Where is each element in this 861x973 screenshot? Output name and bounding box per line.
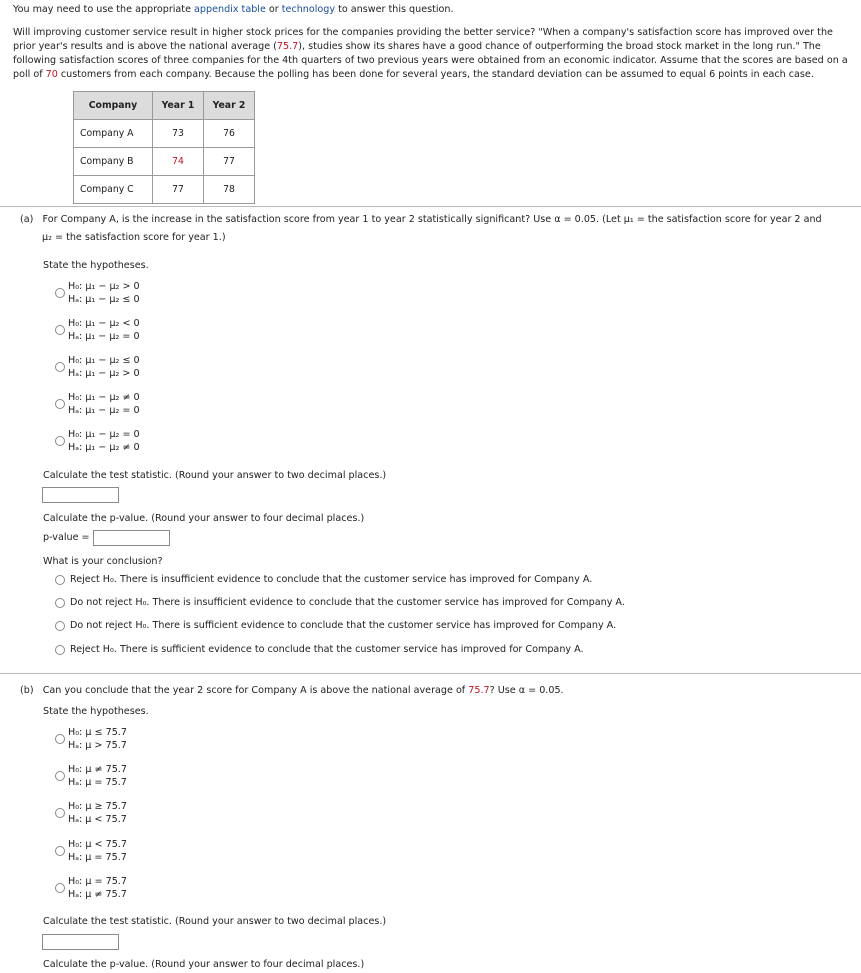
part-b-hyp-option-5: H₀: μ = 75.7 Hₐ: μ ≠ 75.7 — [68, 876, 127, 900]
part-b-hyp-radio-4[interactable] — [55, 846, 65, 856]
part-a-hyp-option-3: H₀: μ₁ − μ₂ ≤ 0 Hₐ: μ₁ − μ₂ > 0 — [68, 355, 140, 379]
part-b-hyp-option-3: H₀: μ ≥ 75.7 Hₐ: μ < 75.7 — [68, 801, 127, 825]
part-a-conclusion-option-4: Reject H₀. There is sufficient evidence to conclude that the customer service has improved for Company A. — [70, 644, 584, 655]
part-a-calc-p-label: Calculate the p-value. (Round your answer to four decimal places.) — [43, 513, 365, 524]
part-b-hyp-option-4: H₀: μ < 75.7 Hₐ: μ = 75.7 — [68, 839, 127, 863]
part-a-conclusion-radio-1[interactable] — [55, 575, 65, 585]
part-a-calc-stat-label: Calculate the test statistic. (Round your answer to two decimal places.) — [43, 470, 387, 481]
cell-year1: 77 — [153, 176, 204, 204]
part-a-hyp-option-5: H₀: μ₁ − μ₂ = 0 Hₐ: μ₁ − μ₂ ≠ 0 — [68, 429, 140, 453]
part-a-hyp-option-1: H₀: μ₁ − μ₂ > 0 Hₐ: μ₁ − μ₂ ≤ 0 — [68, 281, 140, 305]
part-a-hyp-option-4: H₀: μ₁ − μ₂ ≠ 0 Hₐ: μ₁ − μ₂ = 0 — [68, 392, 140, 416]
table-row — [74, 148, 255, 176]
cell-year1: 74 — [153, 148, 204, 176]
part-a-p-value-label: p-value = — [43, 532, 90, 543]
part-a-hyp-radio-1[interactable] — [55, 288, 65, 298]
part-a-p-value-input[interactable] — [93, 530, 170, 546]
part-a-conclusion-radio-4[interactable] — [55, 645, 65, 655]
cell-year2: 76 — [204, 120, 255, 148]
cell-company: Company A — [74, 120, 153, 148]
part-b-hyp-radio-2[interactable] — [55, 771, 65, 781]
cell-year2: 77 — [204, 148, 255, 176]
part-a-divider — [0, 206, 861, 207]
part-a-conclusion-radio-3[interactable] — [55, 621, 65, 631]
part-a-conclusion-option-1: Reject H₀. There is insufficient evidence to conclude that the customer service has improved for Company A. — [70, 574, 593, 585]
header-year1: Year 1 — [153, 92, 204, 120]
part-a-conclusion-option-3: Do not reject H₀. There is sufficient evidence to conclude that the customer service has improved for Company A. — [70, 620, 617, 631]
part-b-hyp-option-2: H₀: μ ≠ 75.7 Hₐ: μ = 75.7 — [68, 764, 127, 788]
national-average-value: 75.7 — [276, 41, 299, 52]
part-b-question: (b) Can you conclude that the year 2 score for Company A is above the national average of 75.7? Use α = 0.05. — [20, 685, 564, 696]
table-row — [74, 120, 255, 148]
header-year2: Year 2 — [204, 92, 255, 120]
part-a-conclusion-question: What is your conclusion? — [43, 556, 163, 567]
part-a-hyp-radio-3[interactable] — [55, 362, 65, 372]
part-a-conclusion-radio-2[interactable] — [55, 598, 65, 608]
part-a-hyp-radio-2[interactable] — [55, 325, 65, 335]
cell-year2: 78 — [204, 176, 255, 204]
cell-company: Company C — [74, 176, 153, 204]
part-b-hyp-radio-1[interactable] — [55, 734, 65, 744]
part-b-test-statistic-input[interactable] — [42, 934, 119, 950]
part-b-hyp-radio-5[interactable] — [55, 883, 65, 893]
part-b-calc-p-label: Calculate the p-value. (Round your answer to four decimal places.) — [43, 959, 365, 970]
table-row — [74, 176, 255, 204]
technology-link[interactable]: technology — [281, 4, 336, 15]
part-a-hyp-radio-5[interactable] — [55, 436, 65, 446]
part-a-conclusion-option-2: Do not reject H₀. There is insufficient evidence to conclude that the customer service has improved for Company A. — [70, 597, 625, 608]
part-a-question: (a) For Company A, is the increase in the satisfaction score from year 1 to year 2 statistically significant? Use α = 0.05. (Let μ₁ = the satisfaction score for year 2 and μ₂ = the satisfaction score for year 1.) — [20, 214, 822, 243]
header-company: Company — [74, 92, 153, 120]
appendix-table-link[interactable]: appendix table — [194, 4, 266, 15]
cell-year1: 73 — [153, 120, 204, 148]
part-b-hyp-radio-3[interactable] — [55, 808, 65, 818]
part-b-hyp-option-1: H₀: μ ≤ 75.7 Hₐ: μ > 75.7 — [68, 727, 127, 751]
problem-intro: Will improving customer service result in higher stock prices for the companies providing the better service? "When a company's satisfaction score has improved over the prior year's results and is above the national average (75.7), studies show its shares have a good chance of outperforming the broad stock market in the long run." The following satisfaction scores of three companies for the 4th quarters of two previous years were obtained from an economic indicator. Assume that the scores are based on a poll of 70 customers from each company. Because the polling has been done for several years, the standard deviation can be assumed to equal 6 points in each case. — [13, 27, 848, 80]
part-a-hyp-radio-4[interactable] — [55, 399, 65, 409]
poll-size-value: 70 — [45, 69, 58, 80]
part-a-hyp-option-2: H₀: μ₁ − μ₂ < 0 Hₐ: μ₁ − μ₂ = 0 — [68, 318, 140, 342]
part-a-state-hypotheses: State the hypotheses. — [43, 260, 149, 271]
instruction-note: You may need to use the appropriate appendix table or technology to answer this question. — [13, 4, 454, 15]
table-header-row — [74, 92, 255, 120]
part-b-divider — [0, 673, 861, 674]
part-b-calc-stat-label: Calculate the test statistic. (Round your answer to two decimal places.) — [43, 916, 387, 927]
satisfaction-scores-table — [73, 91, 255, 204]
part-a-test-statistic-input[interactable] — [42, 487, 119, 503]
cell-company: Company B — [74, 148, 153, 176]
part-b-state-hypotheses: State the hypotheses. — [43, 706, 149, 717]
